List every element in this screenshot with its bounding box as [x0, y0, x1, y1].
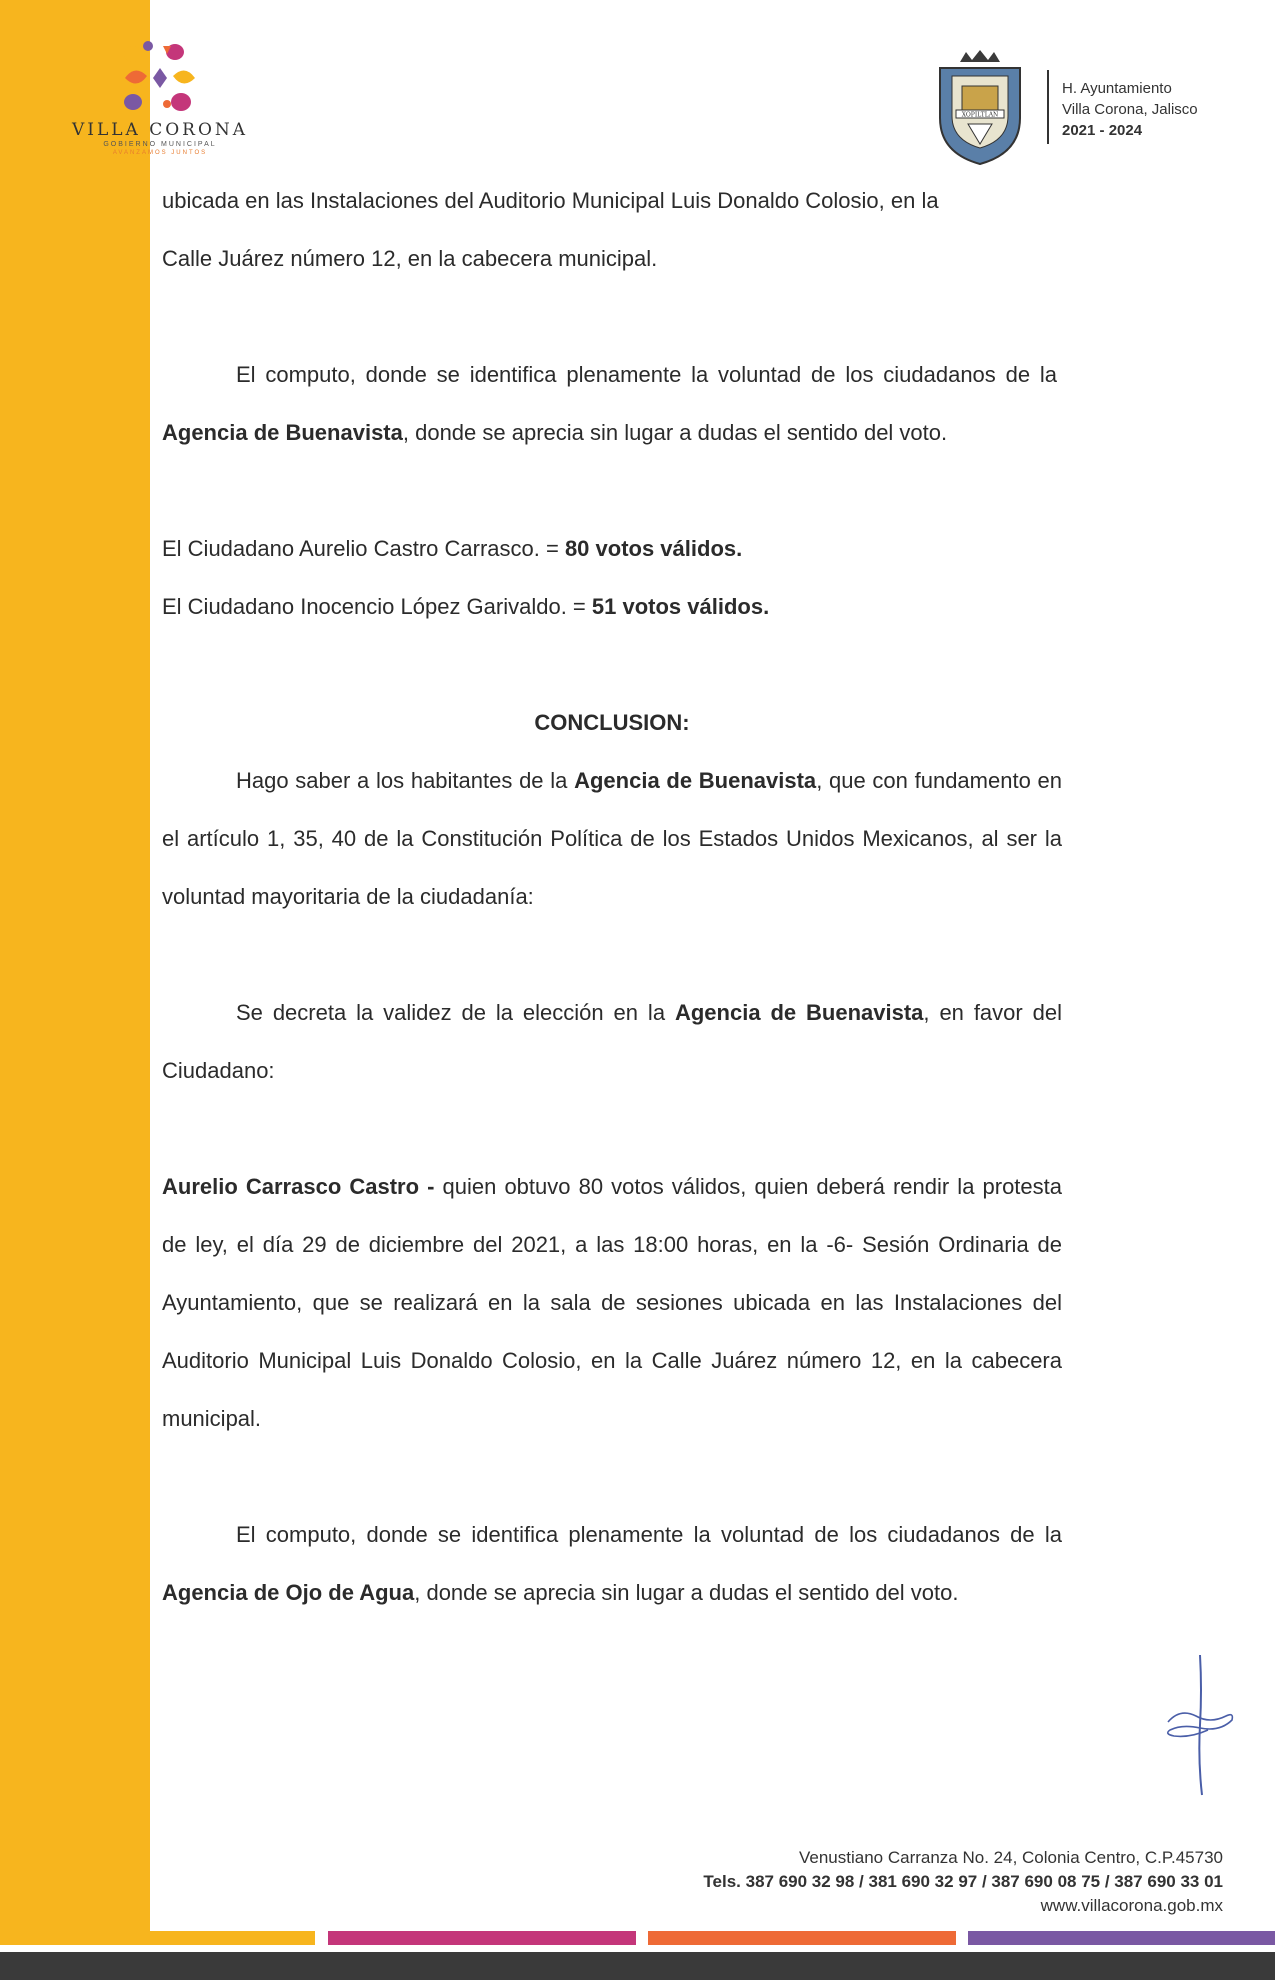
document-body [162, 172, 1062, 1622]
paragraph-4-end: , en favor del Ciudadano: [162, 1000, 1062, 1083]
municipal-crest-icon [930, 48, 1030, 168]
footer-contact [703, 1846, 1223, 1918]
bottom-dark-strip [0, 1952, 1275, 1980]
municipality-years: 2021 - 2024 [1062, 122, 1143, 139]
paragraph-4 [162, 984, 1062, 1100]
paragraph-3-start: Hago saber a los habitantes de la [236, 768, 575, 793]
vote-line-2 [162, 578, 1062, 636]
elected-citizen-name: Aurelio Carrasco Castro - [162, 1174, 443, 1199]
municipality-line1: H. Ayuntamiento [1062, 80, 1172, 97]
paragraph-1-line-2: Calle Juárez número 12, en la cabecera municipal. [162, 246, 658, 271]
paragraph-6-end: , donde se aprecia sin lugar a dudas el sentido del voto. [414, 1580, 959, 1605]
paragraph-2-start: El computo, donde se identifica plenamente la voluntad de los ciudadanos de la [236, 362, 1057, 387]
bar-orange [648, 1931, 956, 1945]
paragraph-2 [162, 346, 1057, 462]
paragraph-4-bold: Agencia de Buenavista [674, 1000, 924, 1025]
municipality-line2: Villa Corona, Jalisco [1062, 101, 1198, 118]
vote-1-text: El Ciudadano Aurelio Castro Carrasco. = [162, 536, 565, 561]
paragraph-2-bold: Agencia de Buenavista [162, 420, 403, 445]
crest-label: XOPILTLAN [961, 111, 999, 119]
paragraph-4-start: Se decreta la validez de la elección en la [236, 1000, 675, 1025]
paragraph-3-end: , que con fundamento en el artículo 1, 35, 40 de la Constitución Política de los Estados Unidos Mexicanos, al ser la voluntad mayoritaria de la ciudadanía: [162, 768, 1062, 909]
vote-2-count: 51 votos válidos. [591, 594, 770, 619]
vote-1-count: 80 votos válidos. [564, 536, 743, 561]
footer-phones: Tels. 387 690 32 98 / 381 690 32 97 / 387 690 08 75 / 387 690 33 01 [703, 1872, 1223, 1891]
footer-address: Venustiano Carranza No. 24, Colonia Centro, C.P.45730 [798, 1848, 1223, 1867]
signature-icon [1160, 1650, 1240, 1800]
villa-corona-logo [70, 40, 250, 190]
logo-slogan: AVANZAMOS JUNTOS [112, 150, 208, 156]
paragraph-3-bold: Agencia de Buenavista [574, 768, 817, 793]
paragraph-5 [162, 1158, 1062, 1448]
yellow-side-band [0, 0, 150, 1940]
paragraph-1-line-1: ubicada en las Instalaciones del Auditorio Municipal Luis Donaldo Colosio, en la [162, 188, 939, 213]
footer-color-bars [0, 1931, 1275, 1945]
paragraph-6-start: El computo, donde se identifica plenamente la voluntad de los ciudadanos de la [236, 1522, 1062, 1547]
paragraph-6 [162, 1506, 1062, 1622]
villa-corona-logo-icon [115, 40, 205, 118]
paragraph-6-bold: Agencia de Ojo de Agua [162, 1580, 415, 1605]
paragraph-3 [162, 752, 1062, 926]
logo-name: VILLA CORONA [71, 120, 249, 140]
bar-yellow [0, 1931, 315, 1945]
municipality-block [1062, 78, 1198, 141]
vote-2-text: El Ciudadano Inocencio López Garivaldo. = [162, 594, 592, 619]
logo-subtitle: GOBIERNO MUNICIPAL [103, 141, 217, 148]
paragraph-5-text: quien obtuvo 80 votos válidos, quien deberá rendir la protesta de ley, el día 29 de diciembre del 2021, a las 18:00 horas, en la -6- Sesión Ordinaria de Ayuntamiento, que se realizará en la sala de sesiones ubicada en las Instalaciones del Auditorio Municipal Luis Donaldo Colosio, en la Calle Juárez número 12, en la cabecera municipal. [162, 1174, 1063, 1431]
paragraph-2-end: , donde se aprecia sin lugar a dudas el sentido del voto. [402, 420, 948, 445]
footer-website[interactable]: www.villacorona.gob.mx [1040, 1896, 1223, 1915]
bar-magenta [328, 1931, 636, 1945]
header-divider [1047, 70, 1049, 144]
bar-purple [968, 1931, 1275, 1945]
vote-line-1 [162, 520, 1062, 578]
conclusion-heading: CONCLUSION: [534, 710, 690, 735]
